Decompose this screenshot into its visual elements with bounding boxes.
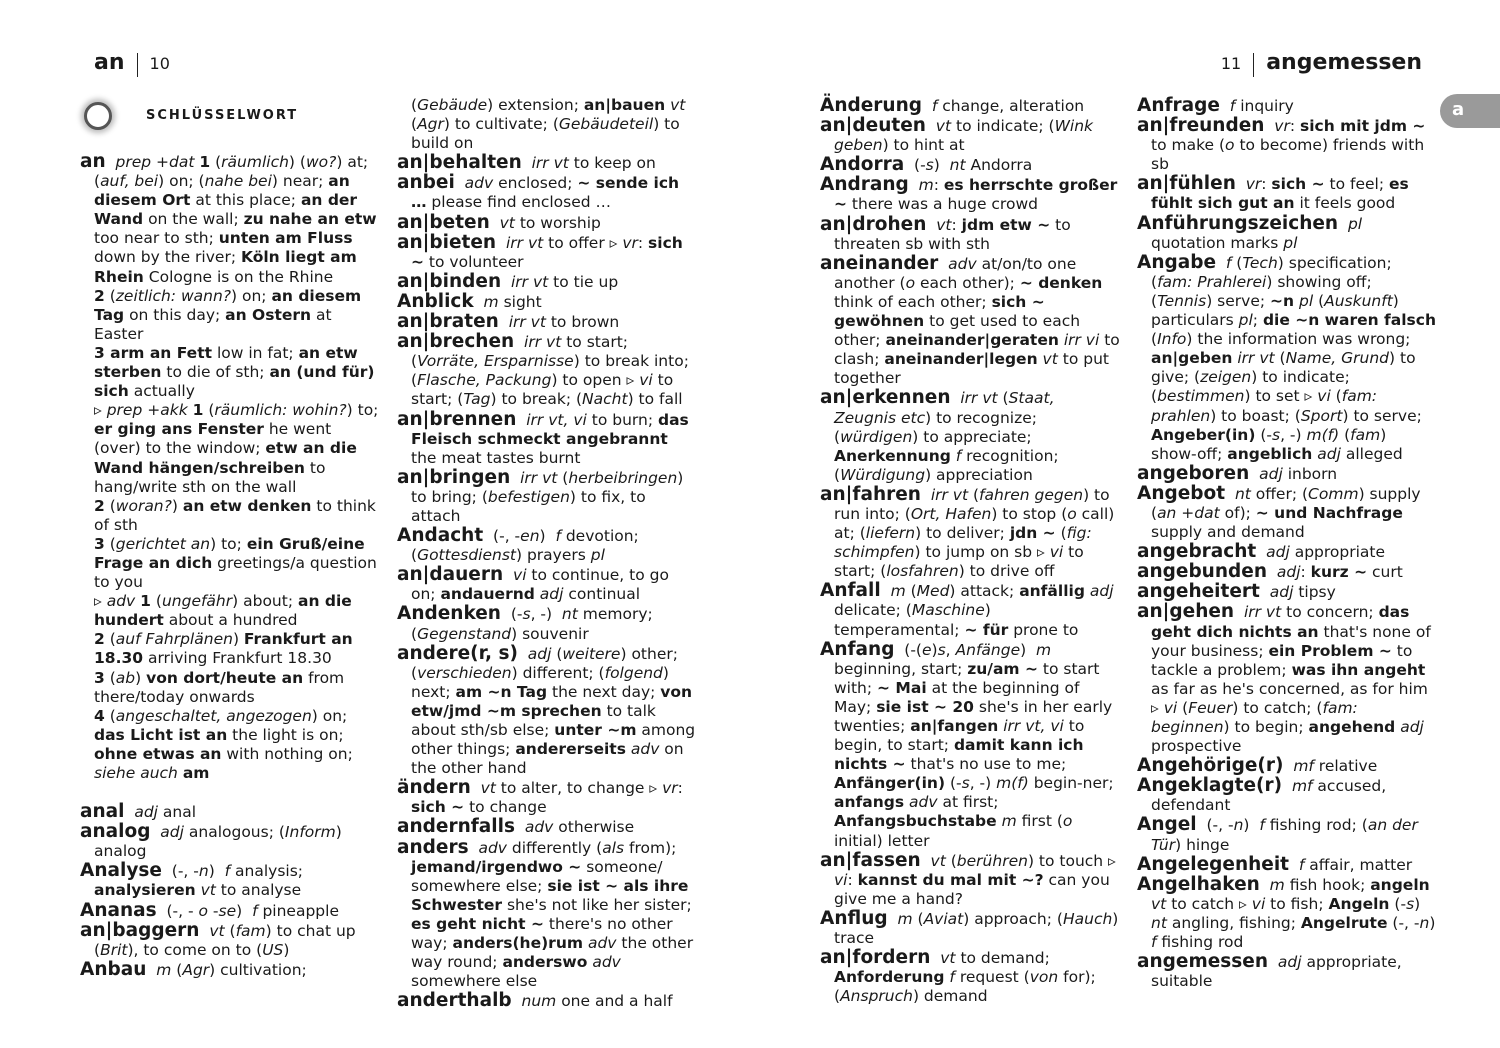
dictionary-entry: an|bieten irr vt to offer ▹ vr: sich ~ to volunteer bbox=[397, 231, 683, 271]
dictionary-entry: angemessen adj appropriate, suitable bbox=[1137, 951, 1402, 991]
dictionary-entry: Angeklagte(r) mf accused, defendant bbox=[1137, 775, 1387, 815]
dictionary-entry: Andacht (-, -en) f devotion; (Gottesdienst) prayers pl bbox=[397, 525, 639, 565]
dictionary-column-2 bbox=[397, 96, 697, 1011]
dictionary-entry: angebracht adj appropriate bbox=[1137, 541, 1386, 563]
dictionary-entry: an|bringen irr vt (herbeibringen) to bring; (befestigen) to fix, to attach bbox=[397, 466, 684, 525]
dictionary-entry: Anführungszeichen pl quotation marks pl bbox=[1137, 212, 1363, 252]
dictionary-entry: an|erkennen irr vt (Staat, Zeugnis etc) to recognize; (würdigen) to appreciate; Anerkennung f recognition; (Würdigung) appreciation bbox=[820, 387, 1059, 484]
dictionary-entry: Änderung f change, alteration bbox=[820, 95, 1085, 116]
dictionary-entry: an|freunden vr: sich mit jdm ~ to make (o to become) friends with sb bbox=[1137, 115, 1426, 174]
dictionary-entry: anders adv differently (als from); jemand/irgendwo ~ someone/ somewhere else; sie ist ~ als ihre Schwester she's not like her sister; es geht nicht ~ there's no other way; anders(he)rum adv the other way round; anderswo adv somewhere else bbox=[397, 836, 694, 991]
dictionary-entry: Angelegenheit f affair, matter bbox=[1137, 853, 1413, 875]
dictionary-entry: andernfalls adv otherwise bbox=[397, 816, 635, 838]
dictionary-entry: an|binden irr vt to tie up bbox=[397, 270, 619, 292]
dictionary-entry: an|fühlen vr: sich ~ to feel; es fühlt sich gut an it feels good bbox=[1137, 173, 1409, 213]
dictionary-entry: Andenken (-s, -) nt memory; (Gegenstand) souvenir bbox=[397, 603, 653, 643]
letter-thumb-tab[interactable]: a bbox=[1440, 94, 1500, 128]
dictionary-entry: Anbau m (Agr) cultivation; bbox=[80, 958, 307, 980]
dictionary-entry: Angebot nt offer; (Comm) supply (an +dat of); ~ und Nachfrage supply and demand bbox=[1137, 482, 1421, 542]
dictionary-entry: 3 (ab) von dort/heute an from there/today onwards bbox=[94, 668, 345, 706]
dictionary-entry: Anflug m (Aviat) approach; (Hauch) trace bbox=[820, 907, 1119, 948]
dictionary-entry: Andrang m: es herrschte großer ~ there was a huge crowd bbox=[820, 174, 1118, 214]
dictionary-entry: aneinander adv at/on/to one another (o each other); ~ denken think of each other; sich ~ gewöhnen to get used to each other; aneinander|geraten irr vi to clash; aneinander|legen vt to put together bbox=[820, 252, 1120, 388]
dictionary-entry: Analyse (-, -n) f analysis; analysieren vt to analyse bbox=[80, 860, 303, 900]
dictionary-entry: Ananas (-, - o -se) f pineapple bbox=[80, 899, 339, 921]
header-keyword-right: angemessen bbox=[1266, 50, 1422, 75]
dictionary-entry: an|beten vt to worship bbox=[397, 211, 601, 233]
page-header-left bbox=[94, 50, 170, 77]
page-number-left: 10 bbox=[149, 54, 170, 73]
dictionary-entry: an|brechen irr vt to start; (Vorräte, Ersparnisse) to break into; (Flasche, Packung) to open ▹ vi to start; (Tag) to break; (Nacht) to fall bbox=[397, 331, 689, 409]
dictionary-entry: 3 (gerichtet an) to; ein Gruß/eine Frage an dich greetings/a question to you bbox=[94, 534, 377, 592]
dictionary-entry: ändern vt to alter, to change ▹ vr: sich ~ to change bbox=[397, 777, 683, 817]
page-header-right bbox=[1221, 50, 1422, 77]
dictionary-entry: analog adj analogous; (Inform) analog bbox=[80, 821, 342, 861]
dictionary-entry: anal adj anal bbox=[80, 801, 197, 823]
dictionary-entry: an|baggern vt (fam) to chat up (Brit), to come on to (US) bbox=[80, 919, 356, 959]
dictionary-entry: Angabe f (Tech) specification; (fam: Prahlerei) showing off; (Tennis) serve; ~n pl (Auskunft) particulars pl; die ~n waren falsch (Info) the information was wrong; an|geben irr vt (Name, Grund) to give; (zeigen) to indicate; (bestimmen) to set ▹ vi (fam: prahlen) to boast; (Sport) to serve; Angeber(in) (-s, -) m(f) (fam) show-off; angeblich adj alleged bbox=[1137, 251, 1437, 463]
dictionary-entry: Angel (-, -n) f fishing rod; (an der Tür) hinge bbox=[1137, 814, 1418, 854]
dictionary-entry: an|dauern vi to continue, to go on; andauernd adj continual bbox=[397, 564, 669, 604]
dictionary-entry: an|fassen vt (berühren) to touch ▹ vi: kannst du mal mit ~? can you give me a hand? bbox=[820, 849, 1116, 908]
dictionary-entry: an|fahren irr vt (fahren gegen) to run into; (Ort, Hafen) to stop (o call) at; (liefern) to deliver; jdn ~ (fig: schimpfen) to jump on sb ▹ vi to start; (losfahren) to drive off bbox=[820, 483, 1115, 581]
dictionary-entry: Angelhaken m fish hook; angeln vt to catch ▹ vi to fish; Angeln (-s) nt angling, fishing; Angelrute (-, -n) f fishing rod bbox=[1137, 873, 1436, 952]
keyword-circle-icon bbox=[84, 102, 112, 130]
dictionary-entry: Anfrage f inquiry bbox=[1137, 95, 1294, 116]
dictionary-entry: an|deuten vt to indicate; (Wink geben) to hint at bbox=[820, 115, 1094, 155]
dictionary-entry: (Gebäude) extension; an|bauen vt (Agr) to cultivate; (Gebäudeteil) to build on bbox=[411, 96, 686, 153]
dictionary-column-4 bbox=[1137, 96, 1437, 991]
keyword-label: SCHLÜSSELWORT bbox=[146, 108, 299, 124]
dictionary-entry: an|fordern vt to demand; Anforderung f request (von for); (Anspruch) demand bbox=[820, 947, 1096, 1006]
dictionary-entry: ▹ adv 1 (ungefähr) about; an die hundert about a hundred bbox=[94, 592, 352, 630]
dictionary-entry: 3 arm an Fett low in fat; an etw sterben to die of sth; an (und für) sich actually bbox=[94, 343, 375, 401]
dictionary-entry: andere(r, s) adj (weitere) other; (verschieden) different; (folgend) next; am ~n Tag the next day; von etw/jmd ~m sprechen to talk about sth/sb else; unter ~m among other things; andererseits adv on the other hand bbox=[397, 642, 696, 778]
dictionary-entry: angeboren adj inborn bbox=[1137, 462, 1338, 484]
page-number-right: 11 bbox=[1220, 54, 1242, 73]
dictionary-column-3 bbox=[820, 96, 1120, 1006]
dictionary-entry: ▹ prep +akk 1 (räumlich: wohin?) to; er ging ans Fenster he went (over) to the window; etw an die Wand hängen/schreiben to hang/write sth on the wall bbox=[94, 401, 379, 496]
dictionary-column-1 bbox=[80, 96, 380, 980]
dictionary-entry: 2 (zeitlich: wann?) on; an diesem Tag on this day; an Ostern at Easter bbox=[94, 286, 362, 343]
header-divider bbox=[137, 53, 138, 77]
dictionary-entry: angebunden adj: kurz ~ curt bbox=[1137, 561, 1403, 583]
dictionary-entry: Andorra (-s) nt Andorra bbox=[820, 154, 1033, 176]
dictionary-entry: Anblick m sight bbox=[397, 290, 542, 312]
dictionary-entry: anderthalb num one and a half bbox=[397, 990, 673, 1012]
dictionary-entry: an|brennen irr vt, vi to burn; das Fleisch schmeckt angebrannt the meat tastes burnt bbox=[397, 408, 689, 467]
dictionary-entry: an prep +dat 1 (räumlich) (wo?) at; (auf, bei) on; (nahe bei) near; an diesem Ort at this place; an der Wand on the wall; zu nahe an etw too near to sth; unten am Fluss down by the river; Köln liegt am Rhein Cologne is on the Rhine bbox=[80, 151, 377, 286]
dictionary-entry: 2 (woran?) an etw denken to think of sth bbox=[94, 496, 376, 534]
header-divider bbox=[1253, 53, 1254, 77]
dictionary-entry: an|drohen vt: jdm etw ~ to threaten sb with sth bbox=[820, 213, 1071, 253]
dictionary-entry: 4 (angeschaltet, angezogen) on; das Licht ist an the light is on; ohne etwas an with nothing on; siehe auch am bbox=[94, 706, 353, 782]
keyword-marker bbox=[84, 102, 380, 130]
dictionary-entry: Anfall m (Med) attack; anfällig adj delicate; (Maschine) temperamental; ~ für prone to bbox=[820, 580, 1114, 639]
dictionary-entry: an|behalten irr vt to keep on bbox=[397, 152, 656, 174]
dictionary-entry: an|gehen irr vt to concern; das geht dich nichts an that's none of your business; ein Problem ~ to tackle a problem; was ihn angeht as far as he's concerned, as for him ▹ vi (Feuer) to catch; (fam: beginnen) to begin; angehend adj prospective bbox=[1137, 601, 1431, 756]
dictionary-entry: 2 (auf Fahrplänen) Frankfurt an 18.30 arriving Frankfurt 18.30 bbox=[94, 630, 353, 668]
dictionary-entry: angeheitert adj tipsy bbox=[1137, 581, 1336, 603]
dictionary-entry: Anfang (-(e)s, Anfänge) m beginning, start; zu/am ~ to start with; ~ Mai at the beginning of May; sie ist ~ 20 she's in her early twenties; an|fangen irr vt, vi to begin, to start; damit kann ich nichts ~ that's no use to me; Anfänger(in) (-s, -) m(f) begin-ner; anfangs adv at first; Anfangsbuchstabe m first (o initial) letter bbox=[820, 638, 1114, 850]
dictionary-entry: Angehörige(r) mf relative bbox=[1137, 755, 1378, 777]
header-keyword-left: an bbox=[94, 50, 125, 75]
dictionary-entry: anbei adv enclosed; ~ sende ich … please find enclosed … bbox=[397, 172, 680, 212]
entry-spacer bbox=[80, 783, 380, 802]
dictionary-entry: an|braten irr vt to brown bbox=[397, 311, 620, 333]
